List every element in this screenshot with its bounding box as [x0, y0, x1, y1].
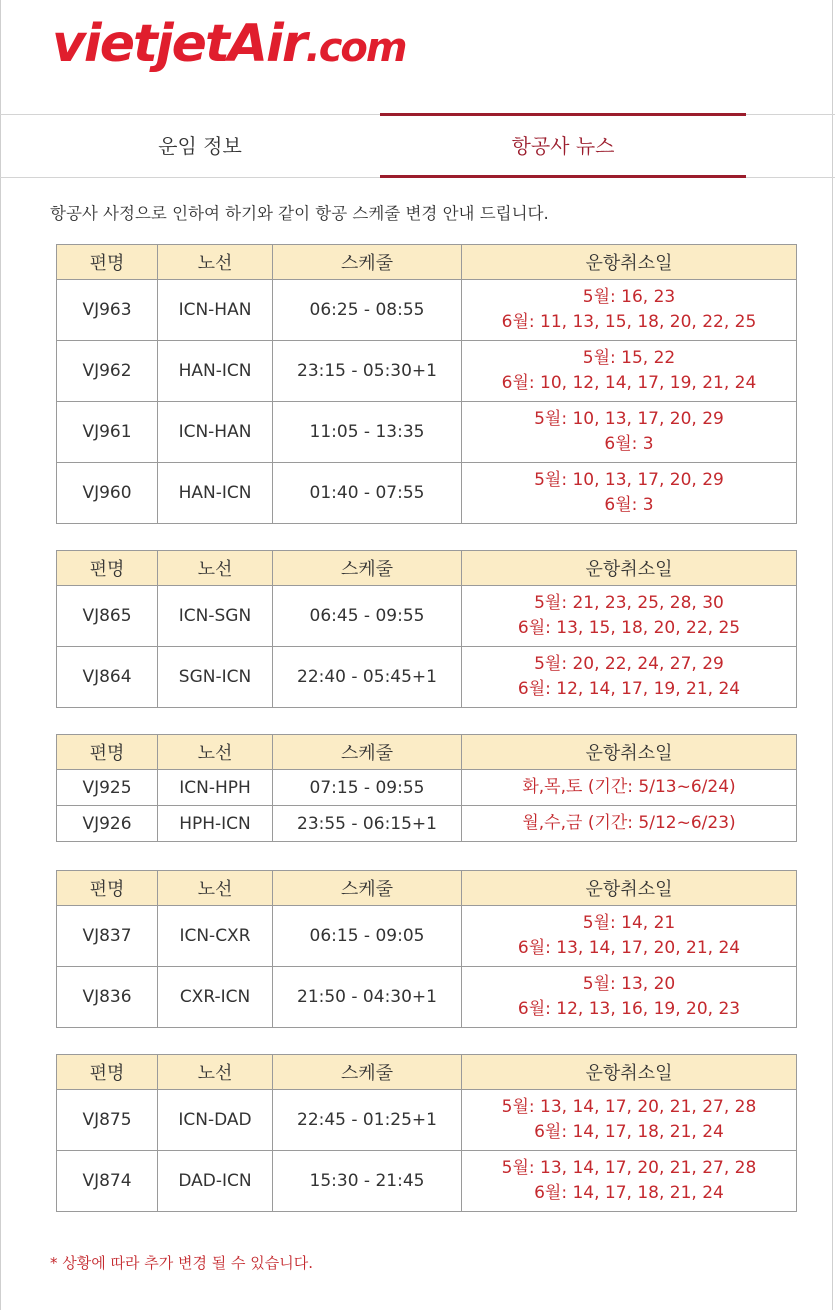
route-cell: HPH-ICN [158, 806, 273, 842]
notice-text: 항공사 사정으로 인하여 하기와 같이 항공 스케줄 변경 안내 드립니다. [50, 204, 549, 223]
cancel-dates-cell [462, 906, 797, 967]
table-row [57, 1090, 797, 1151]
table-row [57, 967, 797, 1028]
header-flight: 편명 [57, 735, 158, 770]
cancel-dates-line: 5월: 13, 20 [582, 974, 676, 994]
cancel-dates-line: 5월: 15, 22 [582, 348, 676, 368]
logo-brand: vietjetAir [52, 14, 306, 74]
cancel-dates-line: 6월: 3 [604, 495, 654, 515]
cancel-dates-line: 5월: 13, 14, 17, 20, 21, 27, 28 [501, 1097, 757, 1117]
active-tab-underline [380, 175, 746, 178]
schedule-cell: 06:25 - 08:55 [273, 280, 462, 341]
header-schedule: 스케줄 [273, 551, 462, 586]
cancel-dates-cell [462, 647, 797, 708]
header-cancel-dates: 운항취소일 [462, 245, 797, 280]
cancel-dates-line: 5월: 14, 21 [582, 913, 676, 933]
logo-domain: .com [305, 25, 406, 71]
cancel-dates-line: 6월: 12, 13, 16, 19, 20, 23 [517, 999, 741, 1019]
schedule-cell: 01:40 - 07:55 [273, 463, 462, 524]
cancel-dates-line: 6월: 13, 15, 18, 20, 22, 25 [517, 618, 741, 638]
cancel-dates-line: 5월: 16, 23 [582, 287, 676, 307]
header-route: 노선 [158, 245, 273, 280]
table-header-row [57, 735, 797, 770]
header-cancel-dates: 운항취소일 [462, 551, 797, 586]
header-route: 노선 [158, 735, 273, 770]
cancel-dates-cell [462, 967, 797, 1028]
cancel-dates-cell [462, 586, 797, 647]
table-row [57, 586, 797, 647]
route-cell: ICN-CXR [158, 906, 273, 967]
route-cell: ICN-DAD [158, 1090, 273, 1151]
flight-number-cell: VJ925 [57, 770, 158, 806]
flight-number-cell: VJ875 [57, 1090, 158, 1151]
table-header-row [57, 871, 797, 906]
route-cell: HAN-ICN [158, 463, 273, 524]
cancel-dates-line: 5월: 21, 23, 25, 28, 30 [534, 593, 724, 613]
cancel-dates-line: 6월: 14, 17, 18, 21, 24 [534, 1183, 724, 1203]
route-cell: HAN-ICN [158, 341, 273, 402]
header-schedule: 스케줄 [273, 735, 462, 770]
table-header-row [57, 1055, 797, 1090]
flight-number-cell: VJ962 [57, 341, 158, 402]
cancel-dates-line: 월,수,금 (기간: 5/12~6/23) [522, 813, 736, 833]
route-cell: DAD-ICN [158, 1151, 273, 1212]
flight-number-cell: VJ837 [57, 906, 158, 967]
route-cell: ICN-SGN [158, 586, 273, 647]
route-cell: ICN-HPH [158, 770, 273, 806]
route-cell: CXR-ICN [158, 967, 273, 1028]
header-schedule: 스케줄 [273, 1055, 462, 1090]
schedule-cell: 06:45 - 09:55 [273, 586, 462, 647]
table-row [57, 280, 797, 341]
schedule-cell: 21:50 - 04:30+1 [273, 967, 462, 1028]
flight-number-cell: VJ926 [57, 806, 158, 842]
flight-number-cell: VJ865 [57, 586, 158, 647]
schedule-table [56, 1054, 797, 1212]
header-flight: 편명 [57, 245, 158, 280]
cancel-dates-line: 6월: 11, 13, 15, 18, 20, 22, 25 [501, 312, 757, 332]
schedule-cell: 07:15 - 09:55 [273, 770, 462, 806]
table-row [57, 463, 797, 524]
table-row [57, 341, 797, 402]
cancel-dates-line: 5월: 13, 14, 17, 20, 21, 27, 28 [501, 1158, 757, 1178]
cancel-dates-line: 화,목,토 (기간: 5/13~6/24) [522, 777, 736, 797]
cancel-dates-cell [462, 1151, 797, 1212]
footnote: * 상황에 따라 추가 변경 될 수 있습니다. [50, 1254, 313, 1272]
flight-number-cell: VJ961 [57, 402, 158, 463]
cancel-dates-cell [462, 341, 797, 402]
schedule-cell: 06:15 - 09:05 [273, 906, 462, 967]
schedule-cell: 11:05 - 13:35 [273, 402, 462, 463]
cancel-dates-line: 6월: 3 [604, 434, 654, 454]
route-cell: SGN-ICN [158, 647, 273, 708]
schedule-cell: 15:30 - 21:45 [273, 1151, 462, 1212]
cancel-dates-cell [462, 280, 797, 341]
route-cell: ICN-HAN [158, 402, 273, 463]
tab-airline-news[interactable]: 항공사 뉴스 [511, 134, 615, 158]
cancel-dates-line: 6월: 10, 12, 14, 17, 19, 21, 24 [501, 373, 757, 393]
header-flight: 편명 [57, 1055, 158, 1090]
flight-number-cell: VJ864 [57, 647, 158, 708]
schedule-table [56, 550, 797, 708]
table-row [57, 402, 797, 463]
header-route: 노선 [158, 871, 273, 906]
schedule-cell: 23:15 - 05:30+1 [273, 341, 462, 402]
schedule-table [56, 244, 797, 524]
table-row [57, 770, 797, 806]
header-flight: 편명 [57, 871, 158, 906]
header-flight: 편명 [57, 551, 158, 586]
table-row [57, 1151, 797, 1212]
header-route: 노선 [158, 1055, 273, 1090]
tab-fare-info[interactable]: 운임 정보 [158, 134, 242, 158]
cancel-dates-line: 6월: 12, 14, 17, 19, 21, 24 [517, 679, 741, 699]
header-cancel-dates: 운항취소일 [462, 871, 797, 906]
cancel-dates-cell [462, 402, 797, 463]
flight-number-cell: VJ963 [57, 280, 158, 341]
cancel-dates-line: 6월: 13, 14, 17, 20, 21, 24 [517, 938, 741, 958]
cancel-dates-cell [462, 1090, 797, 1151]
cancel-dates-line: 6월: 14, 17, 18, 21, 24 [534, 1122, 724, 1142]
cancel-dates-line: 5월: 10, 13, 17, 20, 29 [534, 470, 724, 490]
header-cancel-dates: 운항취소일 [462, 735, 797, 770]
header-schedule: 스케줄 [273, 871, 462, 906]
schedule-cell: 23:55 - 06:15+1 [273, 806, 462, 842]
flight-number-cell: VJ960 [57, 463, 158, 524]
flight-number-cell: VJ874 [57, 1151, 158, 1212]
table-header-row [57, 245, 797, 280]
cancel-dates-cell [462, 770, 797, 806]
cancel-dates-line: 5월: 20, 22, 24, 27, 29 [534, 654, 724, 674]
schedule-table [56, 734, 797, 842]
tab-bar [0, 114, 835, 178]
cancel-dates-line: 5월: 10, 13, 17, 20, 29 [534, 409, 724, 429]
schedule-cell: 22:40 - 05:45+1 [273, 647, 462, 708]
cancel-dates-cell [462, 806, 797, 842]
cancel-dates-cell [462, 463, 797, 524]
table-row [57, 906, 797, 967]
table-header-row [57, 551, 797, 586]
route-cell: ICN-HAN [158, 280, 273, 341]
header-cancel-dates: 운항취소일 [462, 1055, 797, 1090]
header-route: 노선 [158, 551, 273, 586]
table-row [57, 806, 797, 842]
schedule-cell: 22:45 - 01:25+1 [273, 1090, 462, 1151]
table-row [57, 647, 797, 708]
header-schedule: 스케줄 [273, 245, 462, 280]
vietjet-logo[interactable] [52, 14, 406, 94]
flight-number-cell: VJ836 [57, 967, 158, 1028]
schedule-table [56, 870, 797, 1028]
